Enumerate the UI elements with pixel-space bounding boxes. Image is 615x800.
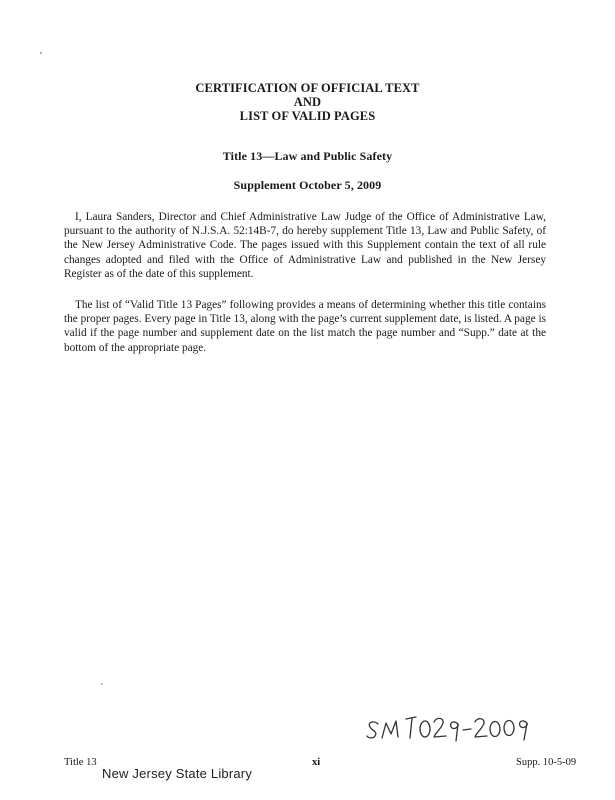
heading-conjunction: AND: [293, 95, 322, 109]
supplement-code: Supp. 10-5-09: [516, 757, 577, 768]
scan-speck: [40, 52, 42, 54]
footer-title: Title 13: [64, 757, 97, 768]
supplement-date-heading: Supplement October 5, 2009: [233, 178, 382, 192]
scan-speck: [101, 683, 103, 685]
handwritten-annotation: [364, 695, 544, 746]
page-number: xi: [312, 757, 321, 768]
library-stamp: New Jersey State Library: [102, 766, 253, 781]
valid-pages-heading: LIST OF VALID PAGES: [239, 109, 376, 123]
certification-heading: CERTIFICATION OF OFFICIAL TEXT: [195, 81, 420, 95]
certification-paragraph: I, Laura Sanders, Director and Chief Administrative Law Judge of the Office of Administrative Law, pursuant to the authority of N.J.S.A. 52:14B-7, do hereby supplement Title 13, Law and Public Safety, of the New Jersey Administrative Code. The pages issued with this Supplement contain the text of all rule changes adopted and filed with the Office of Administrative Law and published in the New Jersey Register as of the date of this supplement.: [64, 211, 546, 280]
title-heading: Title 13—Law and Public Safety: [222, 149, 393, 163]
valid-pages-paragraph: The list of “Valid Title 13 Pages” following provides a means of determining whether this title contains the proper pages. Every page in Title 13, along with the page’s current supplement date, is listed. A page is valid if the page number and supplement date on the list match the page number and “Supp.” date at the bottom of the appropriate page.: [64, 299, 546, 354]
handwritten-text: SM 1029-2009: [364, 695, 461, 712]
